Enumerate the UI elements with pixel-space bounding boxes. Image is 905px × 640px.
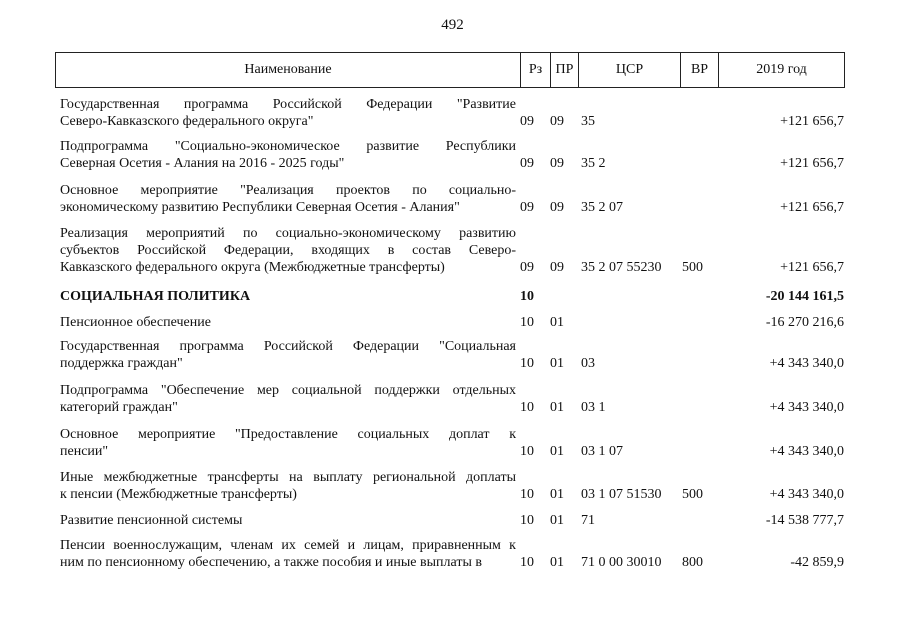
row-vr: 500 — [682, 487, 703, 502]
row-pr: 01 — [550, 356, 564, 371]
row-csr: 71 0 00 30010 — [581, 555, 662, 570]
header-year: 2019 год — [718, 53, 844, 87]
row-rz: 10 — [520, 289, 534, 304]
row-csr: 35 2 07 55230 — [581, 260, 662, 275]
row-rz: 10 — [520, 400, 534, 415]
row-name-line: субъектов Российской Федерации, входящих в состав Северо- — [60, 243, 516, 258]
row-value: +121 656,7 — [780, 114, 844, 129]
row-vr: 500 — [682, 260, 703, 275]
row-name-line: Пенсии военнослужащим, членам их семей и лицам, приравненным к — [60, 538, 516, 553]
row-vr: 800 — [682, 555, 703, 570]
row-name — [60, 96, 516, 130]
row-rz: 10 — [520, 356, 534, 371]
row-name — [60, 288, 516, 305]
row-pr: 01 — [550, 555, 564, 570]
row-csr: 35 2 — [581, 156, 606, 171]
row-csr: 71 — [581, 513, 595, 528]
row-pr: 01 — [550, 444, 564, 459]
row-value: -42 859,9 — [790, 555, 844, 570]
header-csr: ЦСР — [578, 53, 680, 87]
row-pr: 09 — [550, 156, 564, 171]
row-csr: 03 1 07 — [581, 444, 623, 459]
row-name — [60, 314, 516, 331]
row-rz: 10 — [520, 487, 534, 502]
row-name — [60, 182, 516, 216]
row-name-line: Реализация мероприятий по социально-экономическому развитию — [60, 226, 516, 241]
row-value: -16 270 216,6 — [765, 315, 844, 330]
row-rz: 10 — [520, 555, 534, 570]
row-name-line: к пенсии (Межбюджетные трансферты) — [60, 487, 297, 502]
row-name-line: Государственная программа Российской Федерации "Развитие — [60, 97, 516, 112]
row-name-line: СОЦИАЛЬНАЯ ПОЛИТИКА — [60, 289, 251, 304]
row-name — [60, 382, 516, 416]
row-value: +121 656,7 — [780, 200, 844, 215]
row-name-line: Северо-Кавказского федерального округа" — [60, 114, 314, 129]
row-value: +4 343 340,0 — [769, 356, 844, 371]
row-name-line: пенсии" — [60, 444, 109, 459]
row-name — [60, 138, 516, 172]
row-name-line: экономическому развитию Республики Северная Осетия - Алания" — [60, 200, 460, 215]
row-value: +4 343 340,0 — [769, 400, 844, 415]
row-name-line: поддержка граждан" — [60, 356, 183, 371]
row-name — [60, 512, 516, 529]
row-csr: 03 1 07 51530 — [581, 487, 662, 502]
row-pr: 09 — [550, 200, 564, 215]
header-name: Наименование — [244, 62, 332, 77]
row-name-line: Развитие пенсионной системы — [60, 513, 243, 528]
row-name-line: Основное мероприятие "Предоставление социальных доплат к — [60, 427, 516, 442]
row-value: -20 144 161,5 — [765, 289, 844, 304]
row-rz: 09 — [520, 114, 534, 129]
row-name — [60, 537, 516, 571]
header-rz: Рз — [520, 53, 550, 87]
row-value: +121 656,7 — [780, 156, 844, 171]
row-name-line: категорий граждан" — [60, 400, 178, 415]
row-csr: 35 — [581, 114, 595, 129]
row-pr: 09 — [550, 114, 564, 129]
row-rz: 10 — [520, 315, 534, 330]
page-number: 492 — [441, 17, 464, 33]
row-value: -14 538 777,7 — [765, 513, 844, 528]
row-pr: 09 — [550, 260, 564, 275]
row-value: +121 656,7 — [780, 260, 844, 275]
row-rz: 09 — [520, 156, 534, 171]
row-csr: 03 — [581, 356, 595, 371]
row-pr: 01 — [550, 487, 564, 502]
row-csr: 35 2 07 — [581, 200, 623, 215]
row-name-line: Северная Осетия - Алания на 2016 - 2025 годы" — [60, 156, 345, 171]
row-rz: 10 — [520, 444, 534, 459]
row-value: +4 343 340,0 — [769, 487, 844, 502]
row-rz: 09 — [520, 260, 534, 275]
row-name-line: Государственная программа Российской Федерации "Социальная — [60, 339, 516, 354]
row-name-line: Иные межбюджетные трансферты на выплату региональной доплаты — [60, 470, 516, 485]
row-pr: 01 — [550, 315, 564, 330]
row-name — [60, 225, 516, 276]
header-pr: ПР — [550, 53, 578, 87]
row-rz: 09 — [520, 200, 534, 215]
row-name — [60, 469, 516, 503]
header-vr: ВР — [680, 53, 718, 87]
table-header — [55, 52, 845, 88]
row-rz: 10 — [520, 513, 534, 528]
row-pr: 01 — [550, 400, 564, 415]
row-name — [60, 338, 516, 372]
row-value: +4 343 340,0 — [769, 444, 844, 459]
row-pr: 01 — [550, 513, 564, 528]
row-name-line: Подпрограмма "Обеспечение мер социальной поддержки отдельных — [60, 383, 516, 398]
row-name-line: ним по пенсионному обеспечению, а также пособия и иные выплаты в — [60, 555, 482, 570]
row-name-line: Подпрограмма "Социально-экономическое развитие Республики — [60, 139, 516, 154]
row-name-line: Основное мероприятие "Реализация проектов по социально- — [60, 183, 516, 198]
row-name — [60, 426, 516, 460]
row-name-line: Кавказского федерального округа (Межбюджетные трансферты) — [60, 260, 445, 275]
row-csr: 03 1 — [581, 400, 606, 415]
row-name-line: Пенсионное обеспечение — [60, 315, 211, 330]
